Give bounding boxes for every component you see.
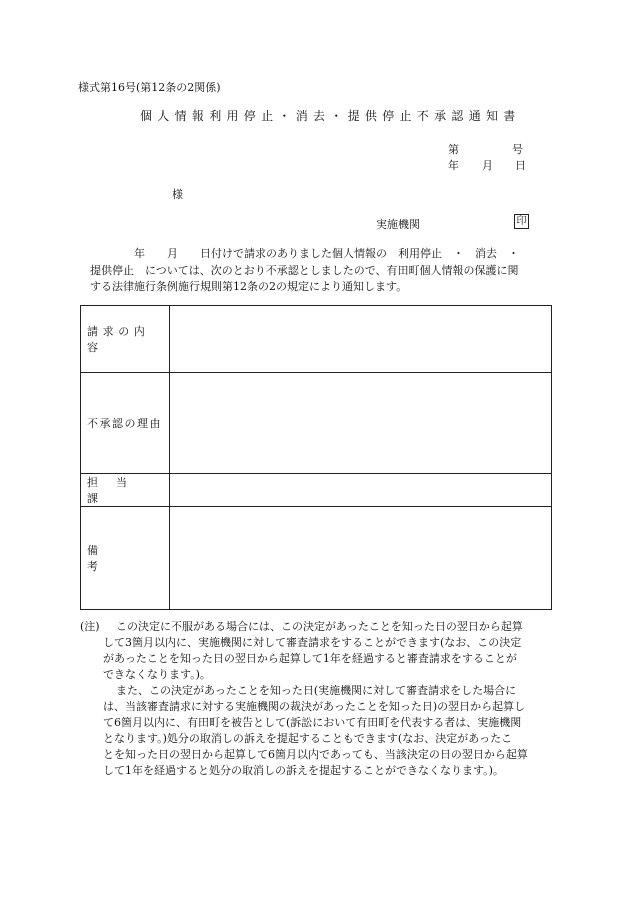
body-line: 年 月 日付けで請求のありました個人情報の 利用停止 ・ 消去 ・ bbox=[90, 247, 519, 260]
details-table bbox=[80, 305, 552, 610]
body-line: 提供停止 については、次のとおり不承認としましたので、有田町個人情報の保護に関 bbox=[90, 264, 519, 277]
table-row bbox=[81, 474, 552, 507]
row-label-request bbox=[81, 306, 170, 373]
note-line: して1年を経過すると処分の取消しの訴えを提起することができなくなります。)。 bbox=[103, 764, 504, 777]
row-label-text: 担当課 bbox=[87, 476, 145, 505]
form-number: 様式第16号(第12条の2関係) bbox=[78, 81, 221, 94]
note-line: となります。)処分の取消しの訴えを提起することもできます(なお、決定があったこ bbox=[103, 732, 513, 745]
note-marker: (注) bbox=[80, 620, 100, 633]
remarks-cell[interactable] bbox=[170, 507, 552, 610]
table-row bbox=[81, 373, 552, 474]
document-title: 個人情報利用停止・消去・提供停止不承認通知書 bbox=[140, 109, 521, 123]
reason-cell[interactable] bbox=[170, 373, 552, 474]
row-label-text: 請求の内容 bbox=[87, 325, 150, 354]
addressee-suffix: 様 bbox=[172, 188, 183, 201]
note-line: て6箇月以内に、有田町を被告として(訴訟において有田町を代表する者は、実施機関 bbox=[103, 716, 522, 729]
request-content-cell[interactable] bbox=[170, 306, 552, 373]
doc-number-prefix: 第 bbox=[448, 143, 459, 156]
row-label-text: 不承認の理由 bbox=[87, 417, 162, 430]
note-line: できなくなります。)。 bbox=[103, 668, 211, 681]
date-month: 月 bbox=[482, 159, 493, 172]
date-day: 日 bbox=[515, 159, 526, 172]
note-line: があったことを知った日の翌日から起算して1年を経過すると審査請求をすることが bbox=[103, 652, 517, 665]
organization-label: 実施機関 bbox=[376, 218, 420, 231]
row-label-remarks bbox=[81, 507, 170, 610]
row-label-reason bbox=[81, 373, 170, 474]
department-cell[interactable] bbox=[170, 474, 552, 507]
row-label-department bbox=[81, 474, 170, 507]
date-year: 年 bbox=[448, 159, 459, 172]
note-line: して3箇月以内に、実施機関に対して審査請求をすることができます(なお、この決定 bbox=[103, 636, 522, 649]
table-row bbox=[81, 306, 552, 373]
note-line: この決定に不服がある場合には、この決定があったことを知った日の翌日から起算 bbox=[116, 620, 523, 633]
note-line: とを知った日の翌日から起算して6箇月以内であっても、当該決定の日の翌日から起算 bbox=[103, 748, 528, 761]
note-line: は、当該審査請求に対する実施機関の裁決があったことを知った日)の翌日から起算し bbox=[103, 700, 526, 713]
body-line: する法律施行条例施行規則第12条の2の規定により通知します。 bbox=[90, 280, 408, 293]
note-line: また、この決定があったことを知った日(実施機関に対して審査請求をした場合に bbox=[116, 684, 517, 697]
table-row bbox=[81, 507, 552, 610]
seal-mark: 印 bbox=[514, 214, 529, 229]
doc-number-suffix: 号 bbox=[512, 143, 523, 156]
row-label-text: 備考 bbox=[87, 544, 158, 573]
